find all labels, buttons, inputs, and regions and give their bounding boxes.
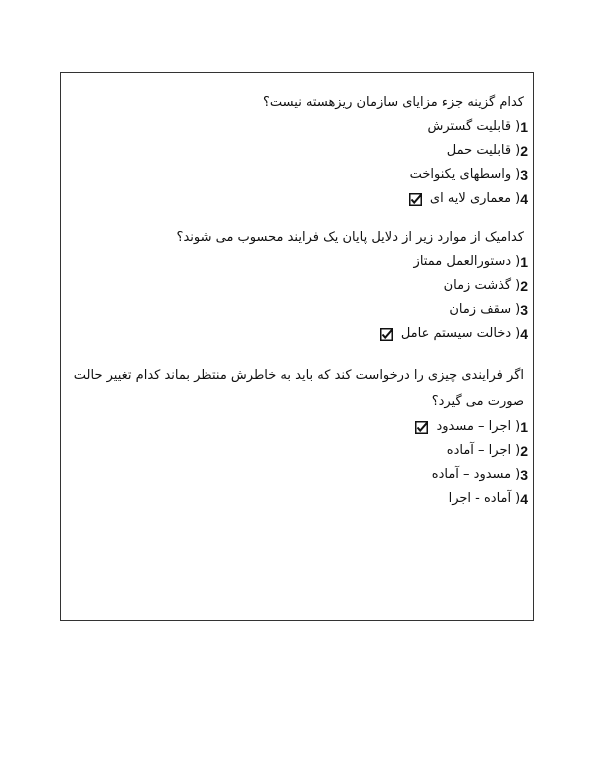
option-3[interactable] xyxy=(64,463,528,487)
option-text: سقف زمان xyxy=(449,302,512,317)
option-paren: ( xyxy=(515,467,521,482)
option-number: 4 xyxy=(520,491,528,507)
option-number: 1 xyxy=(520,419,528,435)
option-paren: ( xyxy=(515,143,521,158)
checkbox-checked-icon xyxy=(380,328,393,341)
option-number: 2 xyxy=(520,443,528,459)
checkbox-checked-icon xyxy=(415,421,428,434)
option-paren: ( xyxy=(515,278,521,293)
option-1[interactable] xyxy=(64,250,528,274)
option-paren: ( xyxy=(515,254,521,269)
options-list xyxy=(64,250,528,346)
option-number: 4 xyxy=(520,191,528,207)
option-paren: ( xyxy=(515,191,521,206)
option-number: 2 xyxy=(520,143,528,159)
option-4[interactable] xyxy=(64,187,528,211)
option-2[interactable] xyxy=(64,139,528,163)
option-text: آماده - اجرا xyxy=(448,491,512,506)
option-paren: ( xyxy=(515,443,521,458)
option-2[interactable] xyxy=(64,439,528,463)
option-text: دخالت سیستم عامل xyxy=(400,326,512,341)
option-paren: ( xyxy=(515,326,521,341)
option-number: 1 xyxy=(520,254,528,270)
option-text: معماری لایه ای xyxy=(429,191,512,206)
option-1[interactable] xyxy=(64,115,528,139)
option-paren: ( xyxy=(515,491,521,506)
question-text: کدامیک از موارد زیر از دلایل پایان یک فرایند محسوب می شوند؟ xyxy=(176,230,524,245)
option-paren: ( xyxy=(515,419,521,434)
option-4[interactable] xyxy=(64,487,528,511)
option-paren: ( xyxy=(515,119,521,134)
option-number: 4 xyxy=(520,326,528,342)
question-2 xyxy=(64,226,528,346)
checkbox-checked-icon xyxy=(409,193,422,206)
option-number: 2 xyxy=(520,278,528,294)
option-text: قابلیت حمل xyxy=(446,143,512,158)
option-number: 3 xyxy=(520,167,528,183)
option-3[interactable] xyxy=(64,163,528,187)
option-text: اجرا – آماده xyxy=(446,443,512,458)
option-text: قابلیت گسترش xyxy=(427,119,512,134)
option-number: 1 xyxy=(520,119,528,135)
question-1 xyxy=(64,91,528,211)
option-text: اجرا – مسدود xyxy=(436,419,512,434)
option-1[interactable] xyxy=(64,415,528,439)
option-2[interactable] xyxy=(64,274,528,298)
question-text: اگر فرایندی چیزی را درخواست کند که باید به خاطرش منتظر بماند کدام تغییر حالت صورت می گیرد؟ xyxy=(73,368,524,409)
option-text: مسدود – آماده xyxy=(431,467,512,482)
options-list xyxy=(64,415,528,511)
option-text: واسطهای یکنواخت xyxy=(409,167,512,182)
option-paren: ( xyxy=(515,167,521,182)
question-text: کدام گزینه جزء مزایای سازمان ریزهسته نیست؟ xyxy=(263,95,524,110)
option-text: گذشت زمان xyxy=(443,278,512,293)
option-4[interactable] xyxy=(64,322,528,346)
option-number: 3 xyxy=(520,302,528,318)
question-3 xyxy=(64,363,528,511)
option-text: دستورالعمل ممتاز xyxy=(413,254,512,269)
option-paren: ( xyxy=(515,302,521,317)
option-number: 3 xyxy=(520,467,528,483)
options-list xyxy=(64,115,528,211)
option-3[interactable] xyxy=(64,298,528,322)
